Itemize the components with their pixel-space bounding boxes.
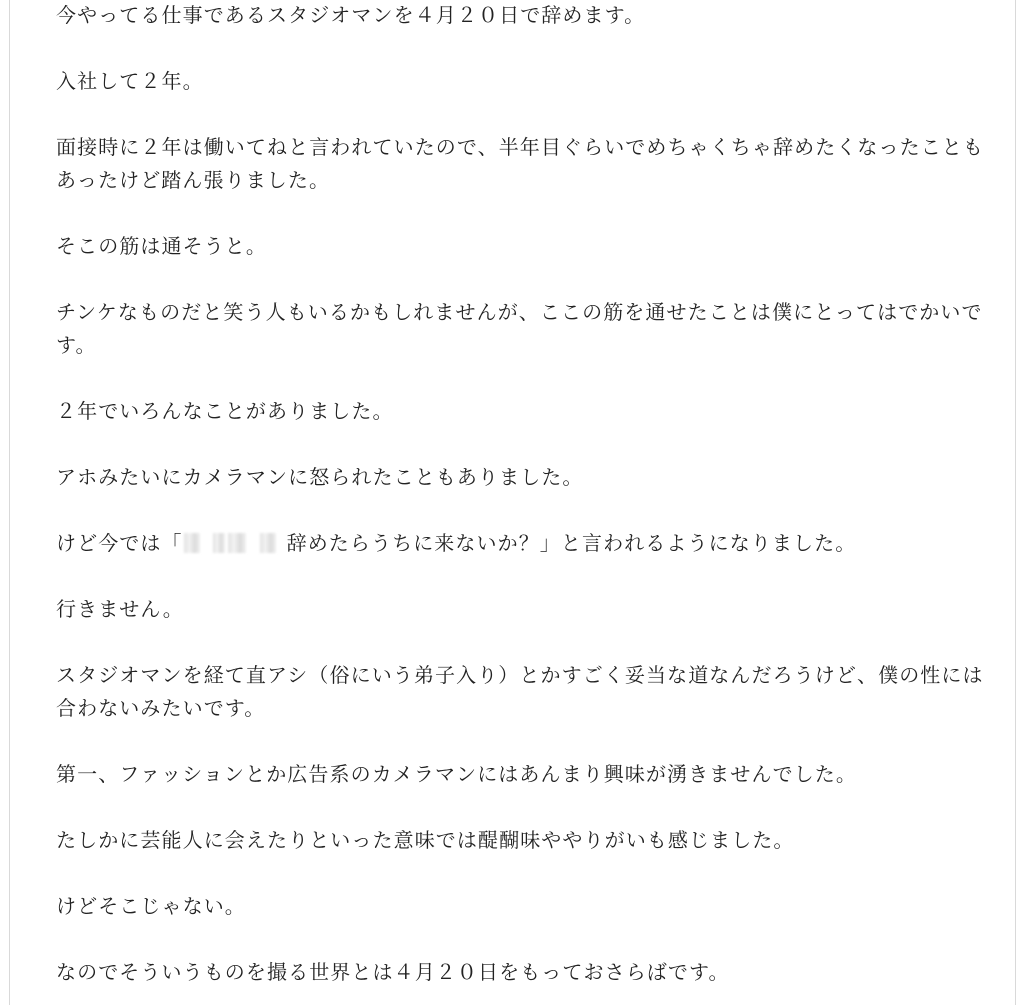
paragraph-6: ２年でいろんなことがありました。 bbox=[56, 399, 394, 423]
blur-block bbox=[228, 533, 246, 553]
paragraph-9: 行きません。 bbox=[56, 597, 184, 621]
paragraph-gap bbox=[56, 725, 991, 758]
article-frame bbox=[9, 0, 1016, 1005]
paragraph-3: 面接時に２年は働いてねと言われていたので、半年目ぐらいでめちゃくちゃ辞めたくなったこともあったけど踏ん張りました。 bbox=[56, 135, 984, 192]
paragraph-1: 今やってる仕事であるスタジオマンを４月２０日で辞めます。 bbox=[56, 3, 646, 27]
blur-block bbox=[260, 533, 276, 553]
paragraph-12: たしかに芸能人に会えたりといった意味では醍醐味ややりがいも感じました。 bbox=[56, 828, 795, 852]
paragraph-gap bbox=[56, 923, 991, 956]
paragraph-gap bbox=[56, 791, 991, 824]
paragraph-14: なのでそういうものを撮る世界とは４月２０日をもっておさらばです。 bbox=[56, 960, 730, 984]
paragraph-gap bbox=[56, 560, 991, 593]
paragraph-5: チンケなものだと笑う人もいるかもしれませんが、ここの筋を通せたことは僕にとってはでかいです。 bbox=[56, 300, 983, 357]
article-body bbox=[56, 0, 991, 989]
paragraph-gap bbox=[56, 362, 991, 395]
paragraph-gap bbox=[56, 32, 991, 65]
paragraph-gap bbox=[56, 197, 991, 230]
paragraph-13: けどそこじゃない。 bbox=[56, 894, 246, 918]
paragraph-gap bbox=[56, 263, 991, 296]
paragraph-8-start: けど今では「 bbox=[56, 531, 183, 555]
blur-block bbox=[213, 533, 225, 553]
blur-block bbox=[184, 533, 200, 553]
paragraph-gap bbox=[56, 857, 991, 890]
paragraph-gap bbox=[56, 428, 991, 461]
paragraph-8 bbox=[56, 527, 991, 560]
paragraph-gap bbox=[56, 626, 991, 659]
paragraph-8-end: 辞めたらうちに来ないか？」と言われるようになりました。 bbox=[286, 531, 857, 555]
paragraph-2: 入社して２年。 bbox=[56, 69, 204, 93]
paragraph-gap bbox=[56, 98, 991, 131]
paragraph-7: アホみたいにカメラマンに怒られたこともありました。 bbox=[56, 465, 584, 489]
paragraph-11: 第一、ファッションとか広告系のカメラマンにはあんまり興味が湧きませんでした。 bbox=[56, 762, 857, 786]
paragraph-4: そこの筋は通そうと。 bbox=[56, 234, 267, 258]
paragraph-10: スタジオマンを経て直アシ（俗にいう弟子入り）とかすごく妥当な道なんだろうけど、僕の性には合わないみたいです。 bbox=[56, 663, 984, 720]
paragraph-gap bbox=[56, 494, 991, 527]
blurred-name bbox=[184, 530, 286, 556]
